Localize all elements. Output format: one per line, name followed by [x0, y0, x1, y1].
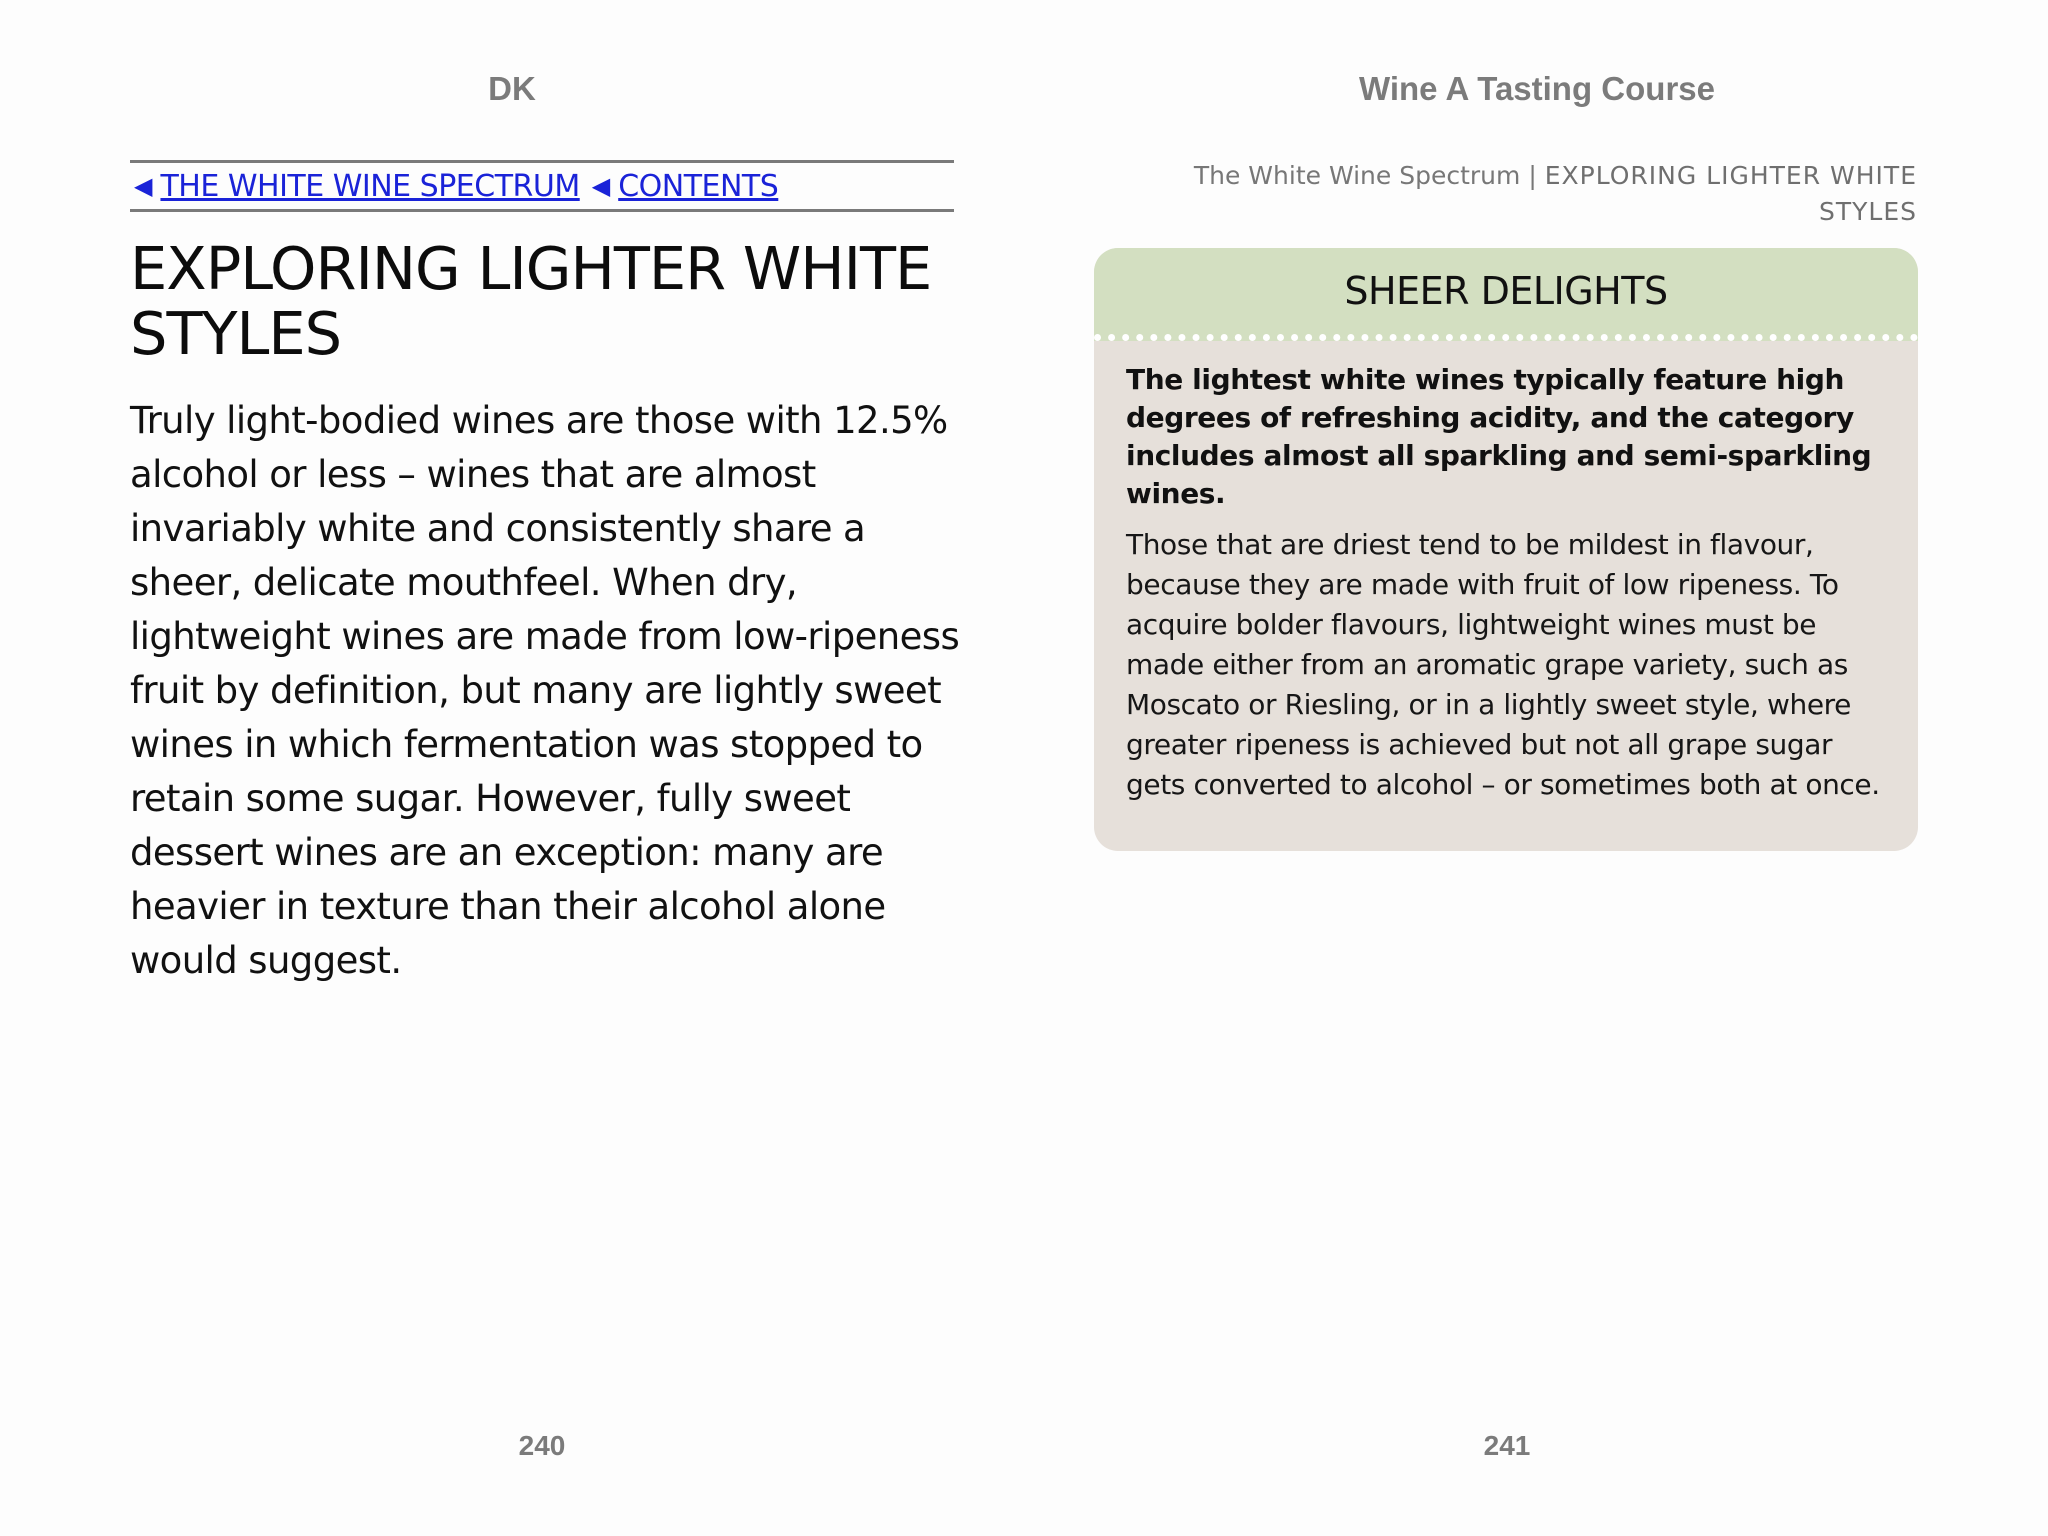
- sidebar-body-text: Those that are driest tend to be mildest in flavour, because they are made with fruit of low ripeness. To acquire bolder flavours, lightweight wines must be made either from an aromatic grape variety, such as Moscato or Riesling, or in a lightly sweet style, where greater ripeness is achieved but not all grape sugar gets converted to alcohol – or sometimes both at once.: [1126, 528, 1880, 801]
- breadcrumb-section: The White Wine Spectrum: [1193, 161, 1521, 190]
- sidebar-box: [1094, 248, 1918, 851]
- breadcrumb-separator: |: [1520, 161, 1545, 190]
- left-page-number: 240: [518, 1430, 566, 1461]
- contents-arrow-icon: ◀: [591, 172, 611, 200]
- sidebar-heading: SHEER DELIGHTS: [1094, 248, 1918, 341]
- breadcrumb-chapter: EXPLORING LIGHTER WHITE STYLES: [1544, 161, 1917, 226]
- page-title: EXPLORING LIGHTER WHITE STYLES: [130, 234, 932, 368]
- sidebar-lead-text: The lightest white wines typically feature high degrees of refreshing acidity, and the category includes almost all sparkling and semi-sparkling wines.: [1126, 363, 1872, 510]
- right-running-head: Wine A Tasting Course: [1358, 70, 1715, 107]
- left-running-head: DK: [488, 70, 536, 107]
- right-page-number: 241: [1483, 1430, 1531, 1461]
- back-arrow-icon: ◀: [134, 172, 153, 200]
- section-breadcrumb: [1160, 158, 1917, 230]
- body-paragraph: Truly light-bodied wines are those with 12.5% alcohol or less – wines that are almost invariably white and consistently share a sheer, delicate mouthfeel. When dry, lightweight wines are made from low-ripeness fruit by definition, but many are lightly sweet wines in which fermentation was stopped to retain some sugar. However, fully sweet dessert wines are an exception: many are heavier in texture than their alcohol alone would suggest.: [130, 399, 960, 982]
- navigation-bar: [130, 160, 954, 212]
- contents-link[interactable]: CONTENTS: [618, 168, 779, 204]
- white-wine-spectrum-link[interactable]: THE WHITE WINE SPECTRUM: [160, 168, 580, 204]
